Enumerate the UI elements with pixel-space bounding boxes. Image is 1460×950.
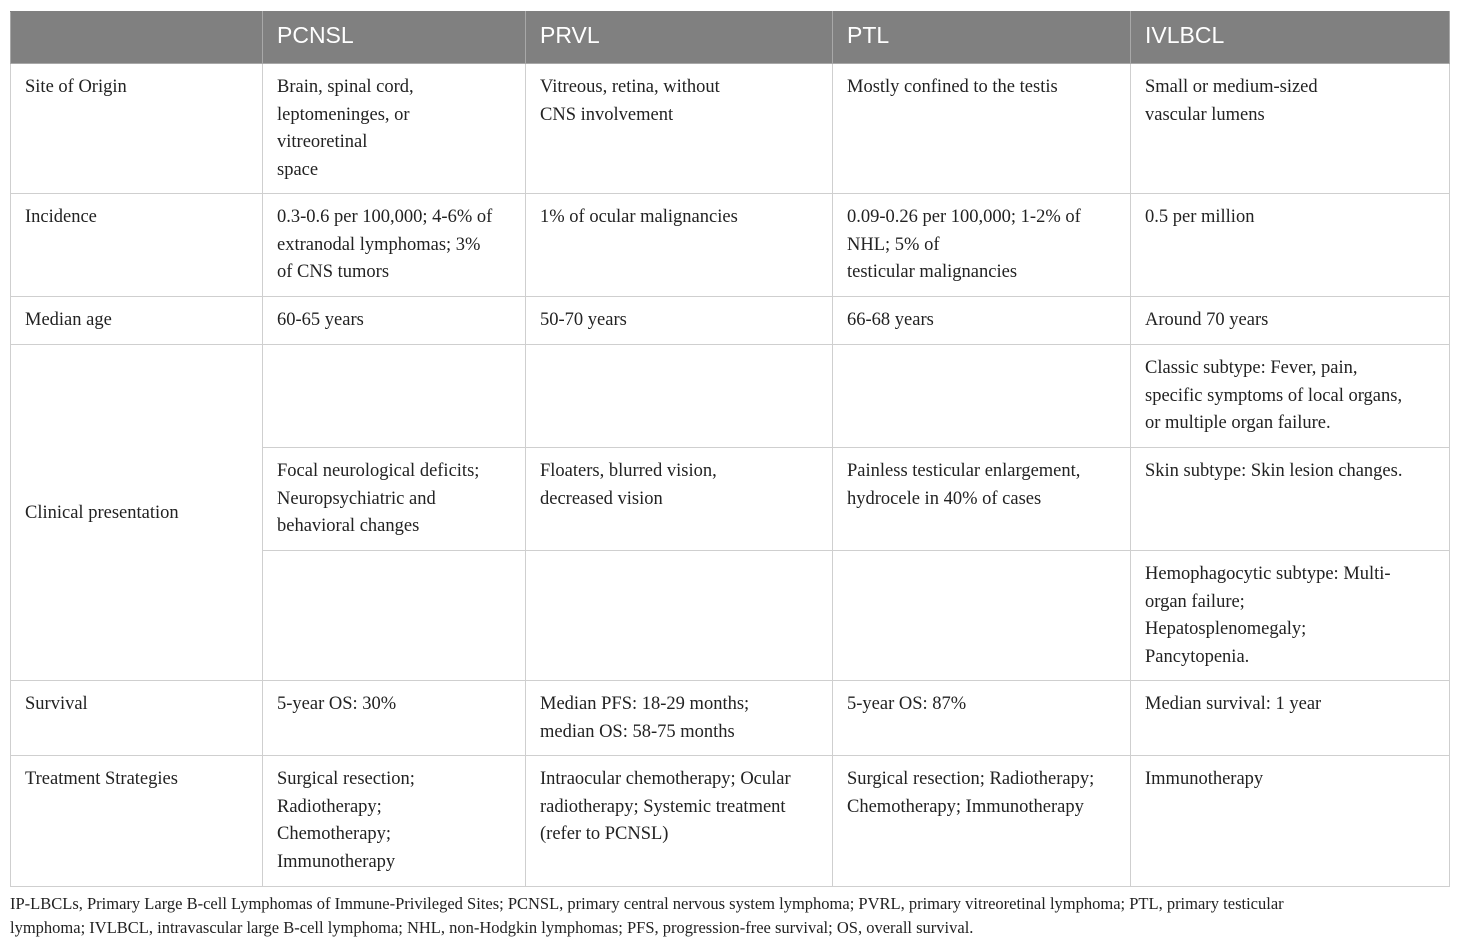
- row-median-age: [11, 297, 1450, 345]
- cell-pcnsl-empty: [263, 345, 526, 448]
- cell-prvl: [526, 194, 833, 297]
- text-line: median OS: 58-75 months: [540, 721, 735, 742]
- text-line: Painless testicular enlargement,: [847, 461, 1081, 481]
- text-line: or multiple organ failure.: [1145, 413, 1331, 433]
- text-line: Surgical resection;: [277, 769, 415, 789]
- text-line: Skin subtype: Skin lesion changes.: [1145, 461, 1403, 481]
- text-line: Pancytopenia.: [1145, 646, 1250, 667]
- text-line: of CNS tumors: [277, 262, 390, 282]
- text-line: 0.3-0.6 per 100,000; 4-6% of: [277, 207, 493, 227]
- text-line: 66-68 years: [847, 310, 934, 330]
- cell-pcnsl: [263, 194, 526, 297]
- text-line: specific symptoms of local organs,: [1145, 385, 1403, 406]
- cell-prvl: [526, 681, 833, 756]
- cell-prvl: [526, 756, 833, 887]
- cell-ivlbcl-hemo: [1131, 551, 1450, 681]
- comparison-table-container: [10, 11, 1449, 887]
- row-clinical-classic: [11, 345, 1450, 448]
- cell-prvl-empty: [526, 345, 833, 448]
- text-line: Surgical resection; Radiotherapy;: [847, 769, 1095, 789]
- text-line: Immunotherapy: [1145, 769, 1264, 789]
- cell-ptl: [833, 448, 1131, 551]
- row-label: Median age: [11, 297, 263, 345]
- text-line: lymphoma; IVLBCL, intravascular large B-cell lymphoma; NHL, non-Hodgkin lymphomas; PFS, progression-free survival; OS, overall survival.: [10, 918, 974, 937]
- row-survival: [11, 681, 1450, 756]
- text-line: Hepatosplenomegaly;: [1145, 619, 1307, 639]
- text-line: 1% of ocular malignancies: [540, 207, 738, 227]
- cell-ptl: [833, 194, 1131, 297]
- cell-prvl: [526, 64, 833, 194]
- cell-ptl-empty: [833, 551, 1131, 681]
- row-site-of-origin: [11, 64, 1450, 194]
- text-line: testicular malignancies: [847, 262, 1018, 282]
- row-label: Site of Origin: [11, 64, 263, 194]
- text-line: 50-70 years: [540, 310, 627, 330]
- cell-pcnsl-empty: [263, 551, 526, 681]
- cell-ivlbcl: [1131, 681, 1450, 756]
- text-line: decreased vision: [540, 488, 663, 509]
- cell-ivlbcl-classic: [1131, 345, 1450, 448]
- row-incidence: [11, 194, 1450, 297]
- cell-ivlbcl: [1131, 64, 1450, 194]
- text-line: 5-year OS: 30%: [277, 694, 397, 714]
- cell-ptl: [833, 681, 1131, 756]
- header-empty: [11, 12, 263, 64]
- text-line: radiotherapy; Systemic treatment: [540, 796, 786, 817]
- text-line: CNS involvement: [540, 104, 674, 125]
- text-line: Focal neurological deficits;: [277, 461, 480, 481]
- header-ivlbcl: IVLBCL: [1131, 12, 1450, 64]
- text-line: Median survival: 1 year: [1145, 694, 1322, 714]
- table-footnote: [10, 892, 1450, 940]
- cell-pcnsl: [263, 448, 526, 551]
- text-line: NHL; 5% of: [847, 234, 940, 255]
- text-line: (refer to PCNSL): [540, 824, 669, 844]
- row-label: Incidence: [11, 194, 263, 297]
- row-treatment: [11, 756, 1450, 887]
- cell-ptl-empty: [833, 345, 1131, 448]
- text-line: Radiotherapy;: [277, 796, 382, 817]
- text-line: 0.09-0.26 per 100,000; 1-2% of: [847, 207, 1081, 227]
- text-line: hydrocele in 40% of cases: [847, 488, 1042, 509]
- text-line: space: [277, 159, 319, 180]
- cell-pcnsl: [263, 756, 526, 887]
- text-line: organ failure;: [1145, 591, 1245, 612]
- text-line: 60-65 years: [277, 310, 364, 330]
- text-line: leptomeninges, or: [277, 104, 410, 125]
- cell-ivlbcl: [1131, 297, 1450, 345]
- text-line: Classic subtype: Fever, pain,: [1145, 358, 1358, 378]
- cell-ivlbcl-skin: [1131, 448, 1450, 551]
- cell-ptl: [833, 297, 1131, 345]
- cell-prvl-empty: [526, 551, 833, 681]
- text-line: vitreoretinal: [277, 132, 368, 152]
- row-label: Clinical presentation: [11, 345, 263, 681]
- header-row: [11, 12, 1450, 64]
- header-prvl: PRVL: [526, 12, 833, 64]
- text-line: Brain, spinal cord,: [277, 77, 414, 97]
- cell-pcnsl: [263, 297, 526, 345]
- header-ptl: PTL: [833, 12, 1131, 64]
- text-line: 0.5 per million: [1145, 207, 1255, 227]
- text-line: extranodal lymphomas; 3%: [277, 234, 481, 255]
- text-line: vascular lumens: [1145, 104, 1265, 125]
- text-line: IP-LBCLs, Primary Large B-cell Lymphomas of Immune-Privileged Sites; PCNSL, primary central nervous system lymphoma; PVRL, primary vitreoretinal lymphoma; PTL, primary testicular: [10, 894, 1284, 913]
- text-line: Chemotherapy;: [277, 824, 392, 844]
- text-line: Vitreous, retina, without: [540, 77, 720, 97]
- cell-pcnsl: [263, 681, 526, 756]
- text-line: Intraocular chemotherapy; Ocular: [540, 769, 791, 789]
- text-line: Floaters, blurred vision,: [540, 461, 717, 481]
- text-line: Around 70 years: [1145, 310, 1269, 330]
- text-line: Median PFS: 18-29 months;: [540, 694, 750, 714]
- text-line: behavioral changes: [277, 516, 420, 536]
- row-label: Survival: [11, 681, 263, 756]
- cell-ptl: [833, 64, 1131, 194]
- header-pcnsl: PCNSL: [263, 12, 526, 64]
- cell-ivlbcl: [1131, 756, 1450, 887]
- text-line: Hemophagocytic subtype: Multi-: [1145, 564, 1391, 584]
- cell-pcnsl: [263, 64, 526, 194]
- text-line: Small or medium-sized: [1145, 77, 1318, 97]
- cell-prvl: [526, 297, 833, 345]
- text-line: Chemotherapy; Immunotherapy: [847, 796, 1084, 817]
- text-line: Immunotherapy: [277, 851, 396, 872]
- row-label: Treatment Strategies: [11, 756, 263, 887]
- cell-ivlbcl: [1131, 194, 1450, 297]
- text-line: 5-year OS: 87%: [847, 694, 967, 714]
- text-line: Mostly confined to the testis: [847, 77, 1058, 97]
- cell-ptl: [833, 756, 1131, 887]
- text-line: Neuropsychiatric and: [277, 488, 436, 509]
- comparison-table: [10, 11, 1450, 887]
- cell-prvl: [526, 448, 833, 551]
